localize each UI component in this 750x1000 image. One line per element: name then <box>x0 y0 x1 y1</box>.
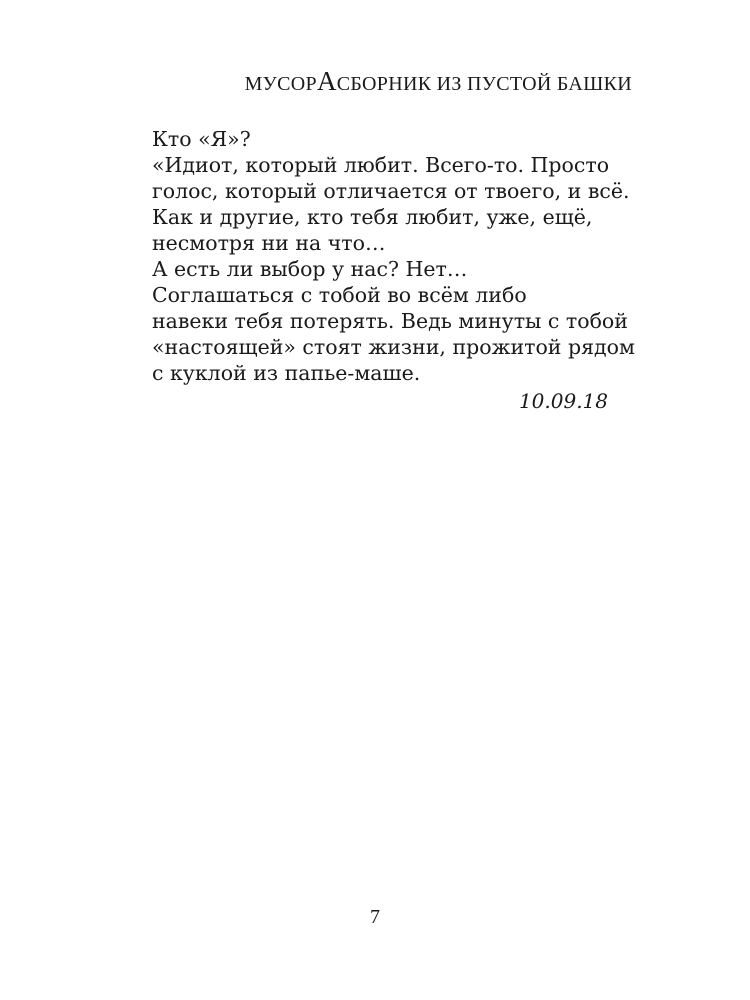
poem-line: Как и другие, кто тебя любит, уже, ещё, <box>152 205 593 229</box>
poem-line: голос, который отличается от твоего, и всё. <box>152 179 630 203</box>
poem-date: 10.09.18 <box>518 389 608 413</box>
poem <box>152 126 635 414</box>
running-header-big-letter: А <box>316 66 337 96</box>
page-number: 7 <box>370 906 380 928</box>
poem-line: «Идиот, который любит. Всего-то. Просто <box>152 153 610 177</box>
poem-line: А есть ли выбор у нас? Нет… <box>152 257 468 281</box>
poem-line: навеки тебя потерять. Ведь минуты с тобой <box>152 309 628 333</box>
running-header-part1: МУСОР <box>244 73 317 95</box>
running-header <box>245 66 632 97</box>
poem-line: Соглашаться с тобой во всём либо <box>152 283 527 307</box>
poem-line: Кто «Я»? <box>152 127 251 151</box>
poem-line: «настоящей» стоят жизни, прожитой рядом <box>152 335 635 359</box>
poem-line: несмотря ни на что… <box>152 231 386 255</box>
poem-line: с куклой из папье-маше. <box>152 361 421 385</box>
running-header-part2: СБОРНИК ИЗ ПУСТОЙ БАШКИ <box>336 73 632 95</box>
